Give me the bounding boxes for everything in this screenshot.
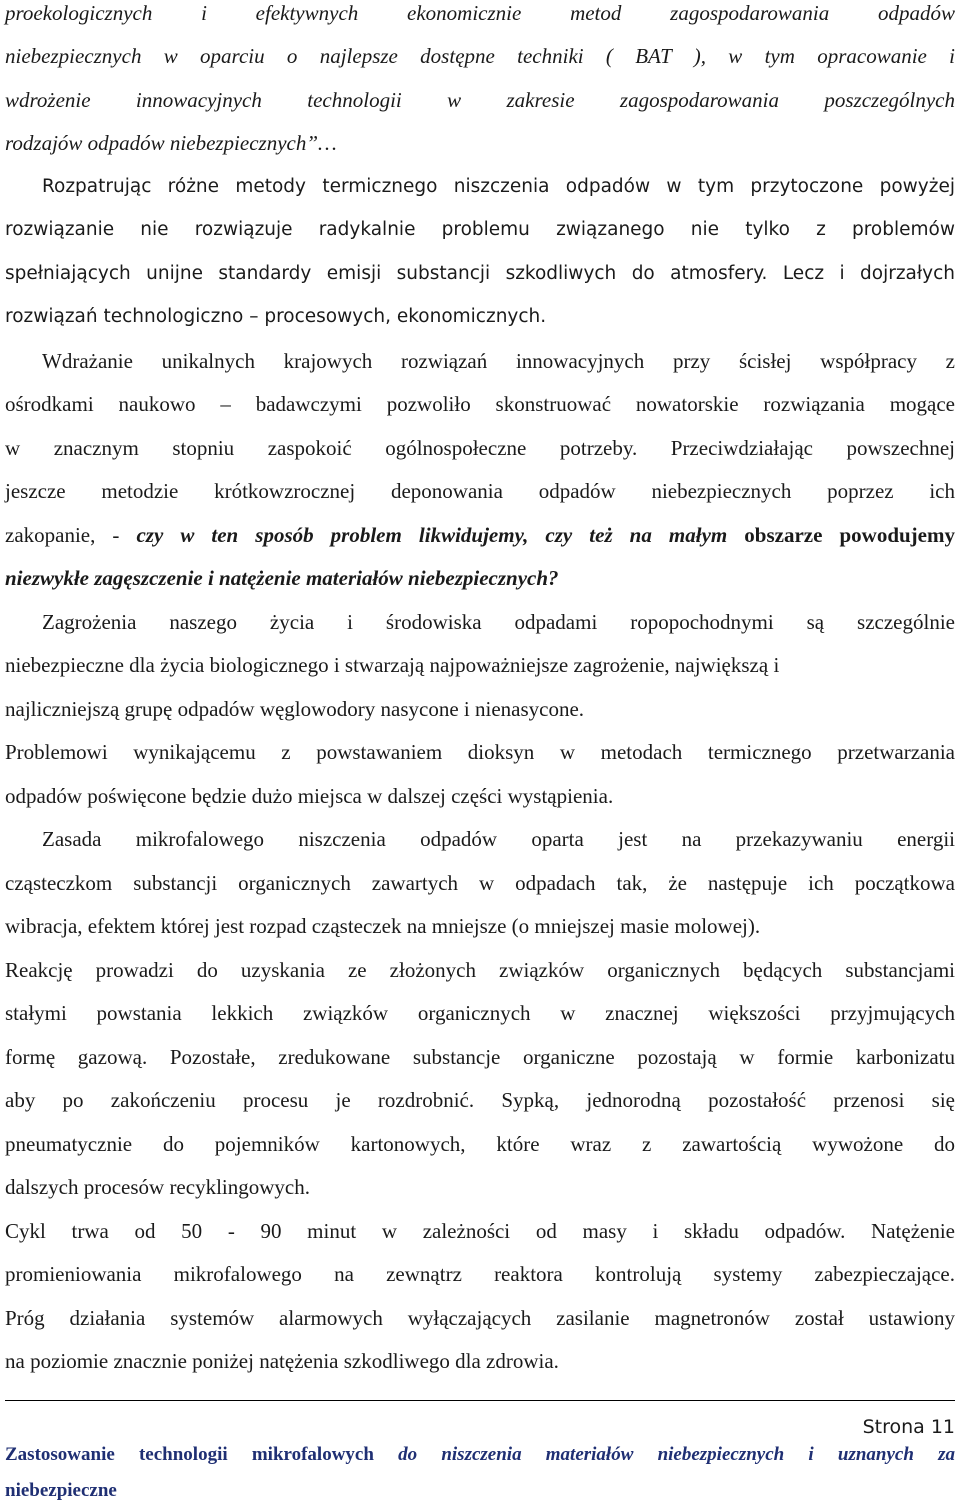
paragraph-3-line-3: w znacznym stopniu zaspokoić ogólnospołeczne potrzeby. Przeciwdziałając powszechnej — [5, 436, 955, 460]
footer-title-part-2: do niszczenia materiałów niebezpiecznych i uznanych za — [373, 1444, 955, 1465]
paragraph-7-line-2: stałymi powstania lekkich związków organicznych w znacznej większości przyjmujących — [5, 1001, 955, 1025]
paragraph-8-line-4: na poziomie znacznie poniżej natężenia szkodliwego dla zdrowia. — [5, 1349, 559, 1373]
paragraph-3-line-4: jeszcze metodzie krótkowzrocznej deponowania odpadów niebezpiecznych poprzez ich — [5, 479, 955, 503]
paragraph-2-line-1: Rozpatrując różne metody termicznego niszczenia odpadów w tym przytoczone powyżej — [42, 176, 955, 197]
paragraph-8-line-3: Próg działania systemów alarmowych wyłączających zasilanie magnetronów został ustawiony — [5, 1306, 955, 1330]
paragraph-3-line-5 — [5, 522, 955, 548]
paragraph-6-line-3: wibracja, efektem której jest rozpad cząsteczek na mniejsze (o mniejszej masie molowej). — [5, 914, 761, 938]
paragraph-4-line-1: Zagrożenia naszego życia i środowiska odpadami ropopochodnymi są szczególnie — [42, 610, 955, 634]
paragraph-3-line-6: niezwykłe zagęszczenie i natężenie materiałów niebezpiecznych? — [5, 566, 559, 590]
paragraph-3-line-5-bold: obszarze powodujemy — [727, 523, 955, 547]
paragraph-8-line-1: Cykl trwa od 50 - 90 minut w zależności od masy i składu odpadów. Natężenie — [5, 1219, 955, 1243]
paragraph-3-line-5-plain: zakopanie, - — [5, 523, 137, 547]
paragraph-2-line-3: spełniających unijne standardy emisji substancji szkodliwych do atmosfery. Lecz i dojrzałych — [5, 263, 955, 284]
paragraph-7-line-6: dalszych procesów recyklingowych. — [5, 1175, 310, 1199]
paragraph-8-line-2: promieniowania mikrofalowego na zewnątrz reaktora kontrolują systemy zabezpieczające. — [5, 1262, 955, 1286]
paragraph-2-line-4: rozwiązań technologiczno – procesowych, ekonomicznych. — [5, 306, 547, 327]
paragraph-1-line-1: proekologicznych i efektywnych ekonomicznie metod zagospodarowania odpadów — [5, 1, 955, 25]
paragraph-4-line-2: niebezpieczne dla życia biologicznego i stwarzają najpoważniejsze zagrożenie, największą i — [5, 653, 780, 677]
footer-title-line-1 — [5, 1442, 955, 1468]
paragraph-5-line-2: odpadów poświęcone będzie dużo miejsca w dalszej części wystąpienia. — [5, 784, 614, 808]
paragraph-3-line-1: Wdrażanie unikalnych krajowych rozwiązań innowacyjnych przy ścisłej współpracy z — [42, 349, 955, 373]
footer-title-line-2: niebezpieczne — [5, 1480, 117, 1501]
paragraph-7-line-1: Reakcję prowadzi do uzyskania ze złożonych związków organicznych będących substancjami — [5, 958, 955, 982]
paragraph-4-line-3: najliczniejszą grupę odpadów węglowodory nasycone i nienasycone. — [5, 697, 585, 721]
paragraph-3-line-2: ośrodkami naukowo – badawczymi pozwoliło skonstruować nowatorskie rozwiązania mogące — [5, 392, 955, 416]
paragraph-6-line-2: cząsteczkom substancji organicznych zawartych w odpadach tak, że następuje ich początkowa — [5, 871, 955, 895]
paragraph-7-line-3: formę gazową. Pozostałe, zredukowane substancje organiczne pozostają w formie karbonizatu — [5, 1045, 955, 1069]
page-number: Strona 11 — [862, 1416, 955, 1438]
paragraph-1-line-3: wdrożenie innowacyjnych technologii w zakresie zagospodarowania poszczególnych — [5, 88, 955, 112]
paragraph-6-line-1: Zasada mikrofalowego niszczenia odpadów oparta jest na przekazywaniu energii — [42, 827, 955, 851]
footer-title-part-1: Zastosowanie technologii mikrofalowych — [5, 1444, 374, 1465]
paragraph-7-line-4: aby po zakończeniu procesu je rozdrobnić. Sypką, jednorodną pozostałość przenosi się — [5, 1088, 955, 1112]
paragraph-7-line-5: pneumatycznie do pojemników kartonowych, które wraz z zawartością wywożone do — [5, 1132, 955, 1156]
paragraph-1-line-4: rodzajów odpadów niebezpiecznych”… — [5, 131, 337, 155]
footer-divider — [5, 1400, 955, 1401]
paragraph-1-line-2: niebezpiecznych w oparciu o najlepsze dostępne techniki ( BAT ), w tym opracowanie i — [5, 44, 955, 68]
paragraph-2-line-2: rozwiązanie nie rozwiązuje radykalnie problemu związanego nie tylko z problemów — [5, 219, 955, 240]
paragraph-3-line-5-italic: czy w ten sposób problem likwidujemy, czy też na małym — [136, 523, 728, 547]
paragraph-5-line-1: Problemowi wynikającemu z powstawaniem dioksyn w metodach termicznego przetwarzania — [5, 740, 955, 764]
